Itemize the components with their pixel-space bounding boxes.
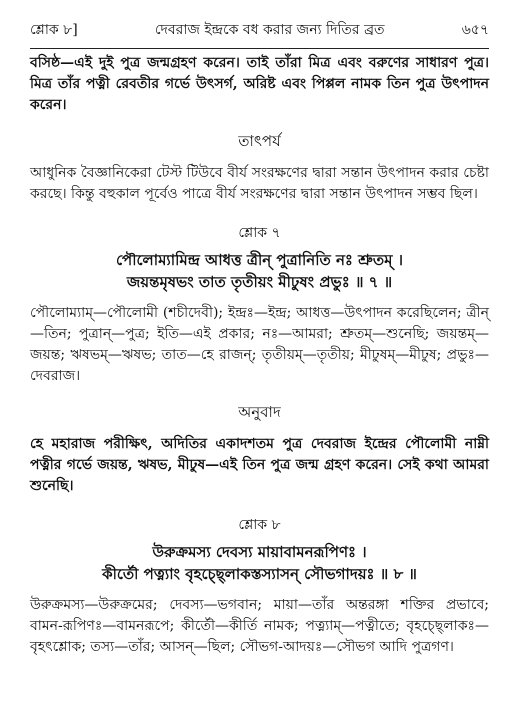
- verse-8-synonyms: উরুক্রমস্য—উরুক্রমের; দেবস্য—ভগবান; মায়া—তাঁর অন্তরঙ্গা শক্তির প্রভাবে; বামন-রূপিণঃ—বামনরূপে; কীর্তৌ—কীর্তি নামক; পত্ন্যাম্—পত্নীতে; বৃহচ্ছ্লোকঃ—বৃহৎশ্লোক; তস্য—তাঁর; আসন্—ছিল; সৌভগ-আদয়ঃ—সৌভগ আদি পুত্রগণ।: [30, 597, 489, 655]
- purport-text: আধুনিক বৈজ্ঞানিকেরা টেস্ট টিউবে বীর্য সংরক্ষণের দ্বারা সন্তান উৎপাদন করার চেষ্টা করছে। কিন্তু বহুকাল পূর্বেও পাত্রে বীর্য সংরক্ষণের দ্বারা সন্তান উৎপাদন সম্ভব ছিল।: [30, 165, 489, 202]
- continuation-paragraph: বসিষ্ঠ—এই দুই পুত্র জন্মগ্রহণ করেন। তাই তাঁরা মিত্র এবং বরুণের সাধারণ পুত্র। মিত্র তাঁর পত্নী রেবতীর গর্ভে উৎসর্গ, অরিষ্ট এবং পিপ্পল নামক তিন পুত্র উৎপাদন করেন।: [30, 55, 489, 113]
- verse-7-synonyms: পৌলোম্যাম্—পৌলোমী (শচীদেবী); ইন্দ্রঃ—ইন্দ্র; আধত্ত—উৎপাদন করেছিলেন; ত্রীন্—তিন; পুত্রান্—পুত্র; ইতি—এই প্রকার; নঃ—আমরা; শ্রুতম্—শুনেছি; জয়ন্তম্—জয়ন্ত; ঋষভম্—ঋষভ; তাত—হে রাজন্; তৃতীয়ম্—তৃতীয়; মীঢুষম্—মীঢুষ; প্রভুঃ—দেবরাজ।: [30, 305, 489, 384]
- translation-heading: অনুবাদ: [238, 403, 281, 421]
- purport-heading: তাৎপর্য: [238, 132, 281, 150]
- header-rule: [30, 48, 489, 49]
- chapter-title: দেবরাজ ইন্দ্রকে বধ করার জন্য দিতির ব্রত: [154, 22, 385, 38]
- verse-8-line-2: কীর্তৌ পত্ন্যাং বৃহচ্ছ্লোকস্তস্যাসন্ সৌভগাদয়ঃ ॥ ৮ ॥: [102, 565, 417, 583]
- verse-7-heading: শ্লোক ৭: [238, 225, 281, 241]
- verse-8-heading: শ্লোক ৮: [238, 517, 281, 533]
- verse-8-line-1: উরুক্রমস্য দেবস্য মায়াবামনরূপিণঃ ।: [152, 543, 367, 561]
- translation-text: হে মহারাজ পরীক্ষিৎ, অদিতির একাদশতম পুত্র দেবরাজ ইন্দ্রের পৌলোমী নাম্নী পত্নীর গর্ভে জয়ন্ত, ঋষভ, মীঢুষ—এই তিন পুত্র জন্ম গ্রহণ করেন। সেই কথা আমরা শুনেছি।: [30, 436, 489, 494]
- verse-reference: শ্লোক ৮]: [30, 22, 78, 38]
- verse-7-line-1: পৌলোম্যামিন্দ্র আধত্ত ত্রীন্ পুত্রানিতি নঃ শ্রুতম্ ।: [115, 251, 404, 269]
- running-header: [30, 0, 489, 42]
- page-number: ৬৫৭: [461, 22, 489, 38]
- verse-7-line-2: জয়ন্তমৃষভং তাত তৃতীয়ং মীঢুষং প্রভুঃ ॥ ৭ ॥: [126, 273, 393, 291]
